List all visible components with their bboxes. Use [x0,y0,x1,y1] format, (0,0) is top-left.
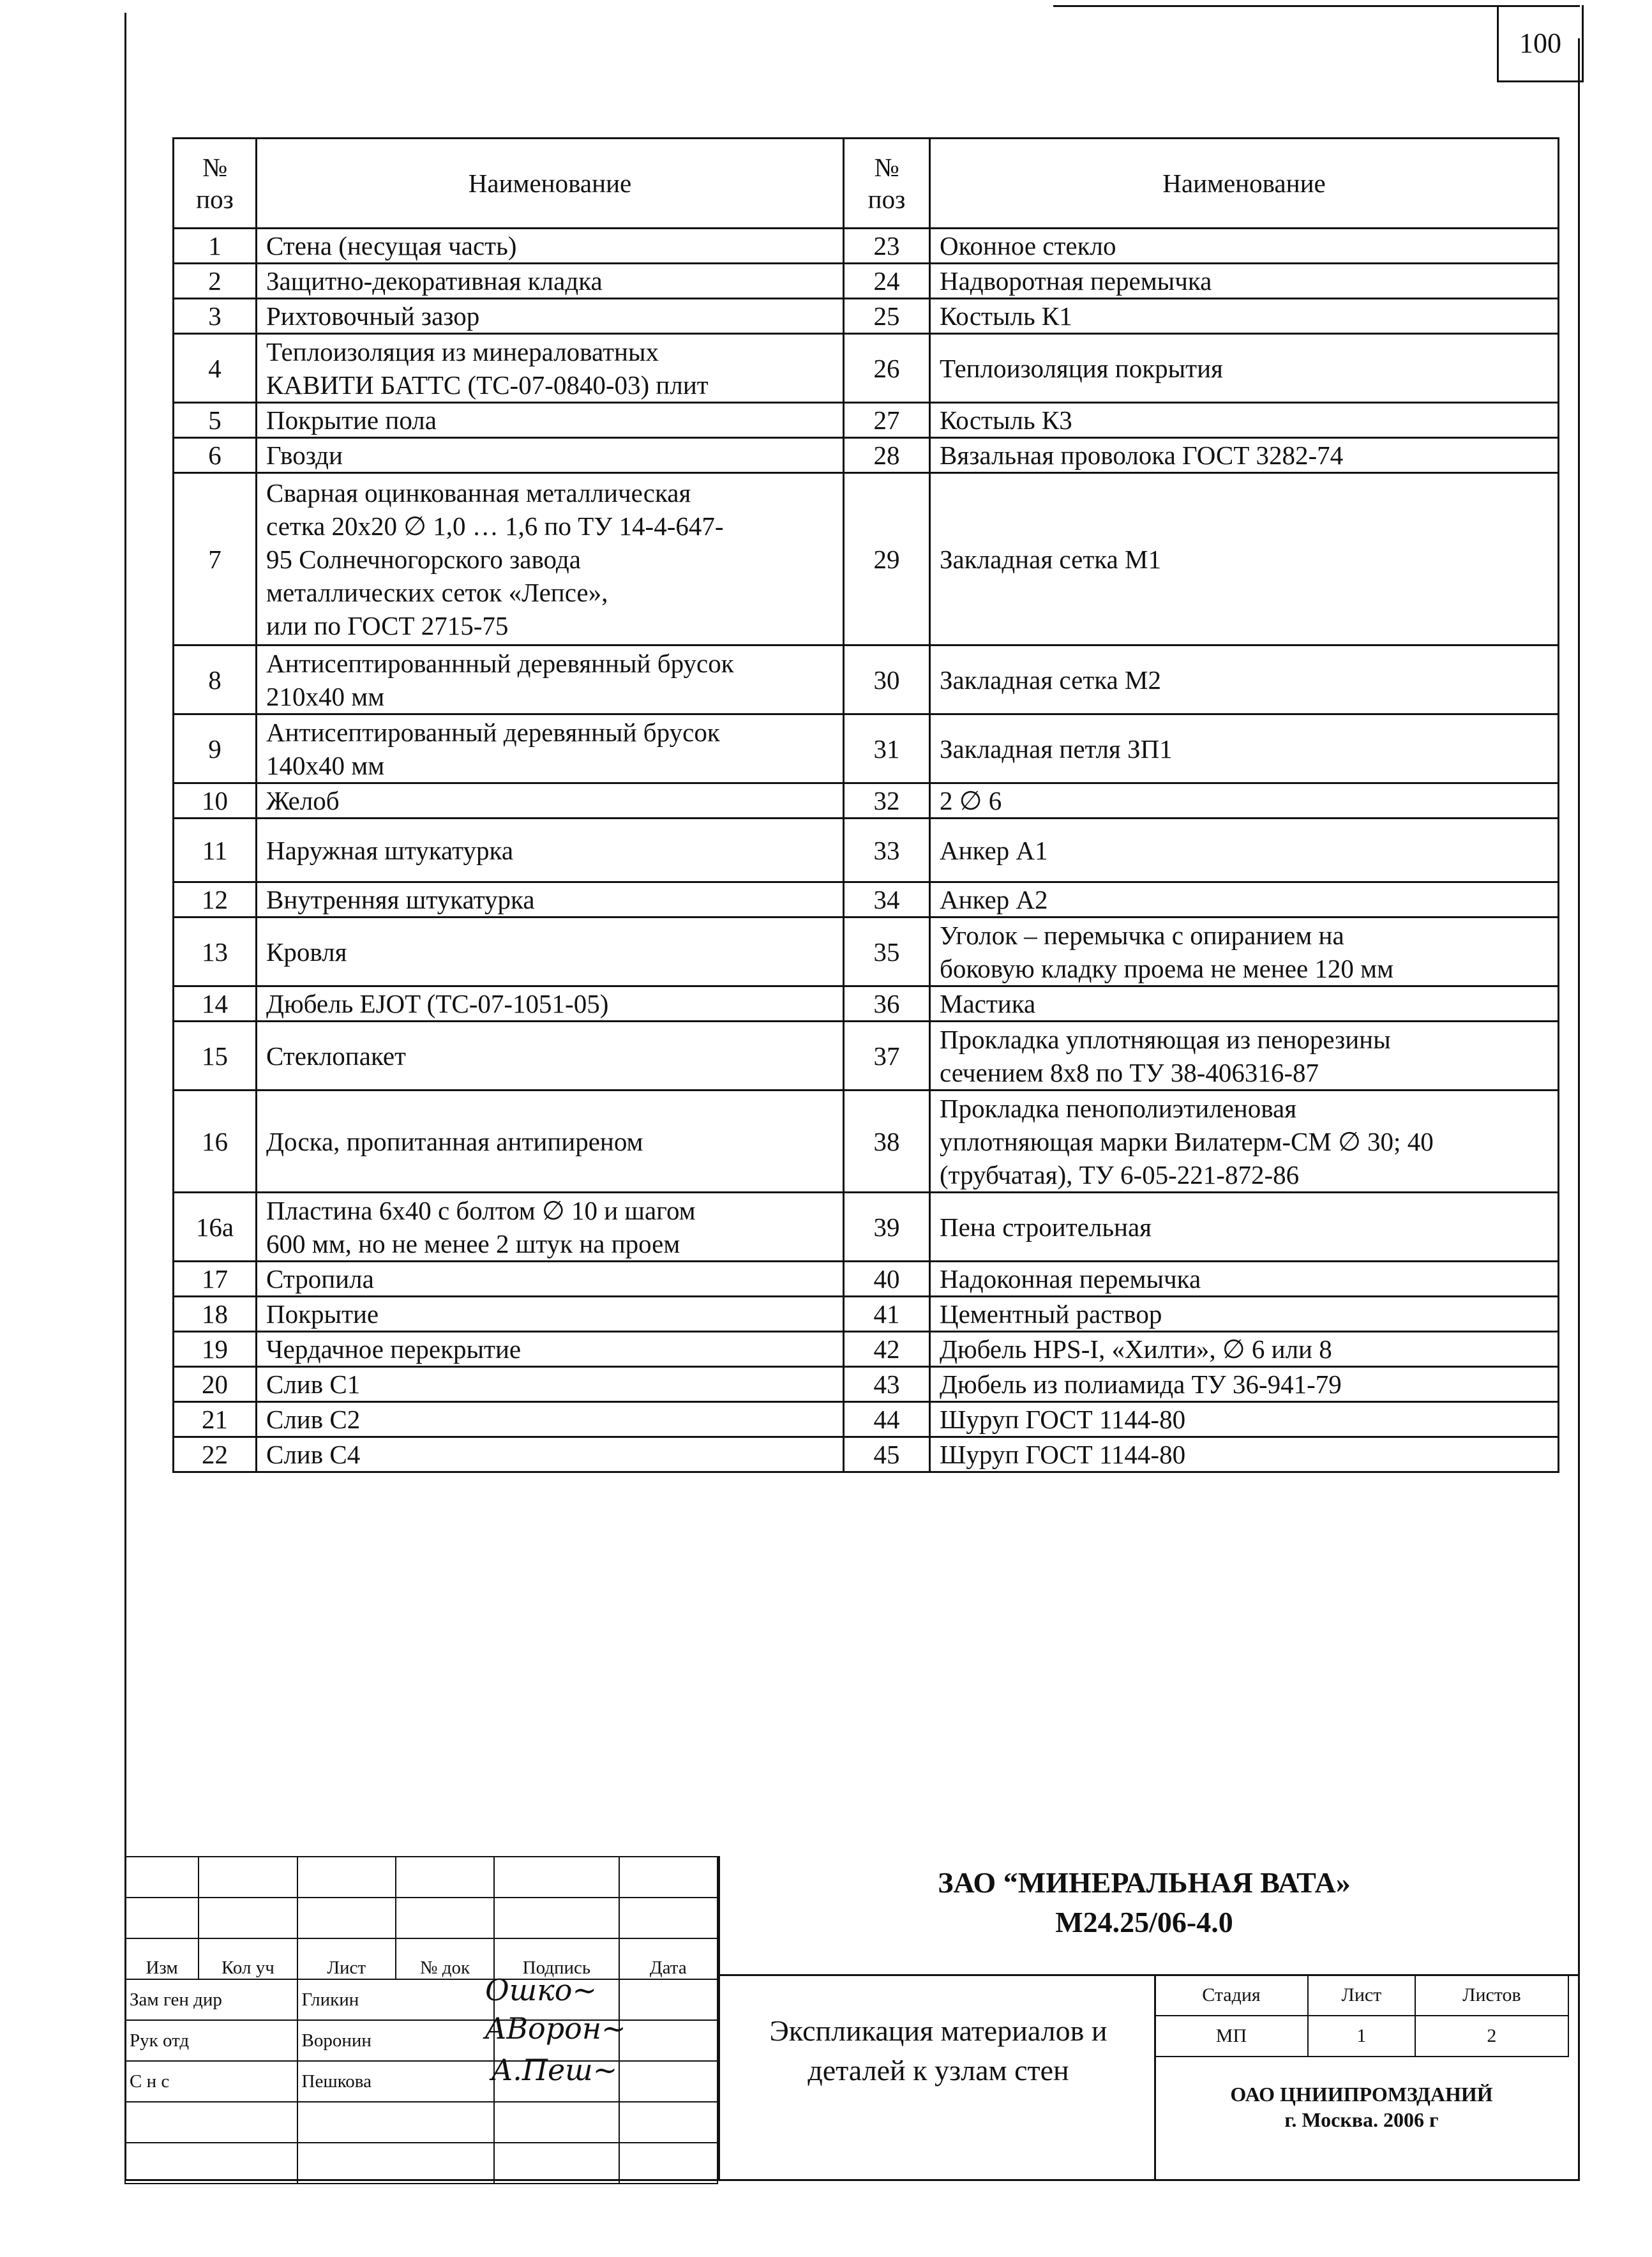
col-kol-uch: Кол уч [199,1938,297,1979]
position-cell: 27 [844,403,930,438]
position-cell: 13 [174,917,257,986]
col-date: Дата [619,1938,717,1979]
frame-left-line [124,13,126,2180]
position-cell: 5 [174,403,257,438]
title-block-left [124,1856,718,2184]
table-row [174,645,1559,714]
name-cell: Стеклопакет [257,1022,844,1091]
name-cell: Дюбель HPS-I, «Хилти», ∅ 6 или 8 [930,1332,1559,1367]
name-cell: Костыль К1 [930,299,1559,334]
position-cell: 1 [174,229,257,264]
position-cell: 28 [844,438,930,473]
name-cell: Оконное стекло [930,229,1559,264]
position-cell: 7 [174,473,257,645]
spec-table [172,137,1559,1473]
table-row [174,473,1559,645]
table-row [174,1022,1559,1091]
position-cell: 10 [174,783,257,819]
table-row [174,1332,1559,1367]
person-row [125,2020,717,2061]
position-cell: 37 [844,1022,930,1091]
position-cell: 35 [844,917,930,986]
sheet-value: 1 [1308,2016,1415,2057]
position-cell: 21 [174,1402,257,1437]
name-cell: Надворотная перемычка [930,264,1559,299]
person-role: Рук отд [125,2020,297,2061]
name-cell: Внутренняя штукатурка [257,882,844,917]
position-cell: 22 [174,1437,257,1472]
table-row [174,1402,1559,1437]
stage-table [1154,1974,1569,2057]
name-cell: Теплоизоляция из минераловатных КАВИТИ БАТТС (ТС-07-0840-03) плит [257,334,844,403]
name-cell: Шуруп ГОСТ 1144-80 [930,1402,1559,1437]
position-cell: 14 [174,986,257,1022]
person-name: Гликин [297,1979,495,2020]
title-block-columns [125,1938,717,1979]
name-cell: Чердачное перекрытие [257,1332,844,1367]
name-cell: Мастика [930,986,1559,1022]
name-cell: Закладная сетка М2 [930,645,1559,714]
position-cell: 44 [844,1402,930,1437]
header-name-right: Наименование [930,139,1559,229]
table-row [174,882,1559,917]
table-row [174,1193,1559,1262]
frame-right-line [1578,38,1580,2180]
title-company [721,1863,1567,1942]
table-row [174,1367,1559,1402]
organization-name: ОАО ЦНИИПРОМЗДАНИЙ [1230,2083,1493,2106]
organization [1154,2081,1569,2132]
position-cell: 9 [174,714,257,783]
name-cell: Желоб [257,783,844,819]
table-row [174,403,1559,438]
position-cell: 2 [174,264,257,299]
position-cell: 15 [174,1022,257,1091]
name-cell: Антисептированнный деревянный брусок 210х40 мм [257,645,844,714]
name-cell: Уголок – перемычка с опиранием на боковую кладку проема не менее 120 мм [930,917,1559,986]
page-number: 100 [1497,5,1584,82]
name-cell: Дюбель EJOT (ТС-07-1051-05) [257,986,844,1022]
col-signature: Подпись [494,1938,619,1979]
name-cell: Антисептированный деревянный брусок 140х40 мм [257,714,844,783]
col-izm: Изм [125,1938,199,1979]
name-cell: Слив С4 [257,1437,844,1472]
name-cell: Закладная сетка М1 [930,473,1559,645]
person-name: Пешкова [297,2061,495,2102]
signature-peshkova: A.Пеш~ [492,2053,618,2087]
sheets-label: Листов [1415,1975,1568,2016]
name-cell: Пластина 6х40 с болтом ∅ 10 и шагом 600 мм, но не менее 2 штук на проем [257,1193,844,1262]
table-row [174,229,1559,264]
position-cell: 23 [844,229,930,264]
name-cell: Гвозди [257,438,844,473]
position-cell: 40 [844,1262,930,1297]
company-name: ЗАО “МИНЕРАЛЬНАЯ ВАТА» [938,1866,1351,1899]
position-cell: 20 [174,1367,257,1402]
table-row [174,299,1559,334]
position-cell: 12 [174,882,257,917]
stage-value: МП [1155,2016,1308,2057]
stage-label: Стадия [1155,1975,1308,2016]
position-cell: 33 [844,819,930,882]
name-cell: Цементный раствор [930,1297,1559,1332]
position-cell: 36 [844,986,930,1022]
sheet-title: Экспликация материалов и деталей к узлам стен [769,2014,1108,2087]
header-pos-left: № поз [174,139,257,229]
city-year: г. Москва. 2006 г [1284,2108,1439,2131]
position-cell: 26 [844,334,930,403]
table-row [174,1437,1559,1472]
position-cell: 24 [844,264,930,299]
position-cell: 43 [844,1367,930,1402]
position-cell: 32 [844,783,930,819]
document-code: М24.25/06-4.0 [1055,1906,1233,1938]
table-row [174,714,1559,783]
position-cell: 39 [844,1193,930,1262]
name-cell: Анкер А2 [930,882,1559,917]
name-cell: Стена (несущая часть) [257,229,844,264]
name-cell: Доска, пропитанная антипиреном [257,1091,844,1193]
table-row [174,1297,1559,1332]
table-row [174,334,1559,403]
table-row [174,438,1559,473]
name-cell: Прокладка пенополиэтиленовая уплотняющая марки Вилатерм-СМ ∅ 30; 40 (трубчатая), ТУ 6-05-221-872-86 [930,1091,1559,1193]
name-cell: Защитно-декоративная кладка [257,264,844,299]
name-cell: Слив С2 [257,1402,844,1437]
name-cell: Рихтовочный зазор [257,299,844,334]
name-cell: Стропила [257,1262,844,1297]
person-role: Зам ген дир [125,1979,297,2020]
col-doc: № док [396,1938,494,1979]
position-cell: 17 [174,1262,257,1297]
position-cell: 30 [844,645,930,714]
name-cell: Надоконная перемычка [930,1262,1559,1297]
position-cell: 16 [174,1091,257,1193]
name-cell: Закладная петля ЗП1 [930,714,1559,783]
name-cell: Слив С1 [257,1367,844,1402]
sheets-value: 2 [1415,2016,1568,2057]
position-cell: 3 [174,299,257,334]
header-pos-right: № поз [844,139,930,229]
position-cell: 45 [844,1437,930,1472]
sheet-label: Лист [1308,1975,1415,2016]
person-row [125,2061,717,2102]
table-row [174,1091,1559,1193]
position-cell: 6 [174,438,257,473]
table-row [174,819,1559,882]
table-row [174,917,1559,986]
name-cell: Покрытие [257,1297,844,1332]
table-row [174,264,1559,299]
signature-glikin: Ошко~ [485,1973,597,2007]
name-cell: Наружная штукатурка [257,819,844,882]
title-divider-vertical [718,1856,720,2180]
header-name-left: Наименование [257,139,844,229]
col-list: Лист [297,1938,396,1979]
table-row [174,783,1559,819]
position-cell: 29 [844,473,930,645]
person-name: Воронин [297,2020,495,2061]
name-cell: Костыль К3 [930,403,1559,438]
signature-voronin: ABорон~ [485,2011,626,2046]
position-cell: 4 [174,334,257,403]
name-cell: Прокладка уплотняющая из пенорезины сечением 8х8 по ТУ 38-406316-87 [930,1022,1559,1091]
position-cell: 16а [174,1193,257,1262]
person-role: С н с [125,2061,297,2102]
position-cell: 34 [844,882,930,917]
position-cell: 8 [174,645,257,714]
name-cell: Анкер А1 [930,819,1559,882]
name-cell: 2 ∅ 6 [930,783,1559,819]
position-cell: 31 [844,714,930,783]
name-cell: Сварная оцинкованная металлическая сетка 20х20 ∅ 1,0 … 1,6 по ТУ 14-4-647- 95 Солнечногорского завода металлических сеток «Лепсе», или по ГОСТ 2715-75 [257,473,844,645]
name-cell: Теплоизоляция покрытия [930,334,1559,403]
position-cell: 19 [174,1332,257,1367]
position-cell: 41 [844,1297,930,1332]
person-row [125,1979,717,2020]
spec-table-header [174,139,1559,229]
name-cell: Шуруп ГОСТ 1144-80 [930,1437,1559,1472]
name-cell: Кровля [257,917,844,986]
name-cell: Вязальная проволока ГОСТ 3282-74 [930,438,1559,473]
name-cell: Дюбель из полиамида ТУ 36-941-79 [930,1367,1559,1402]
name-cell: Пена строительная [930,1193,1559,1262]
position-cell: 11 [174,819,257,882]
position-cell: 25 [844,299,930,334]
table-row [174,986,1559,1022]
name-cell: Покрытие пола [257,403,844,438]
position-cell: 38 [844,1091,930,1193]
position-cell: 42 [844,1332,930,1367]
position-cell: 18 [174,1297,257,1332]
table-row [174,1262,1559,1297]
